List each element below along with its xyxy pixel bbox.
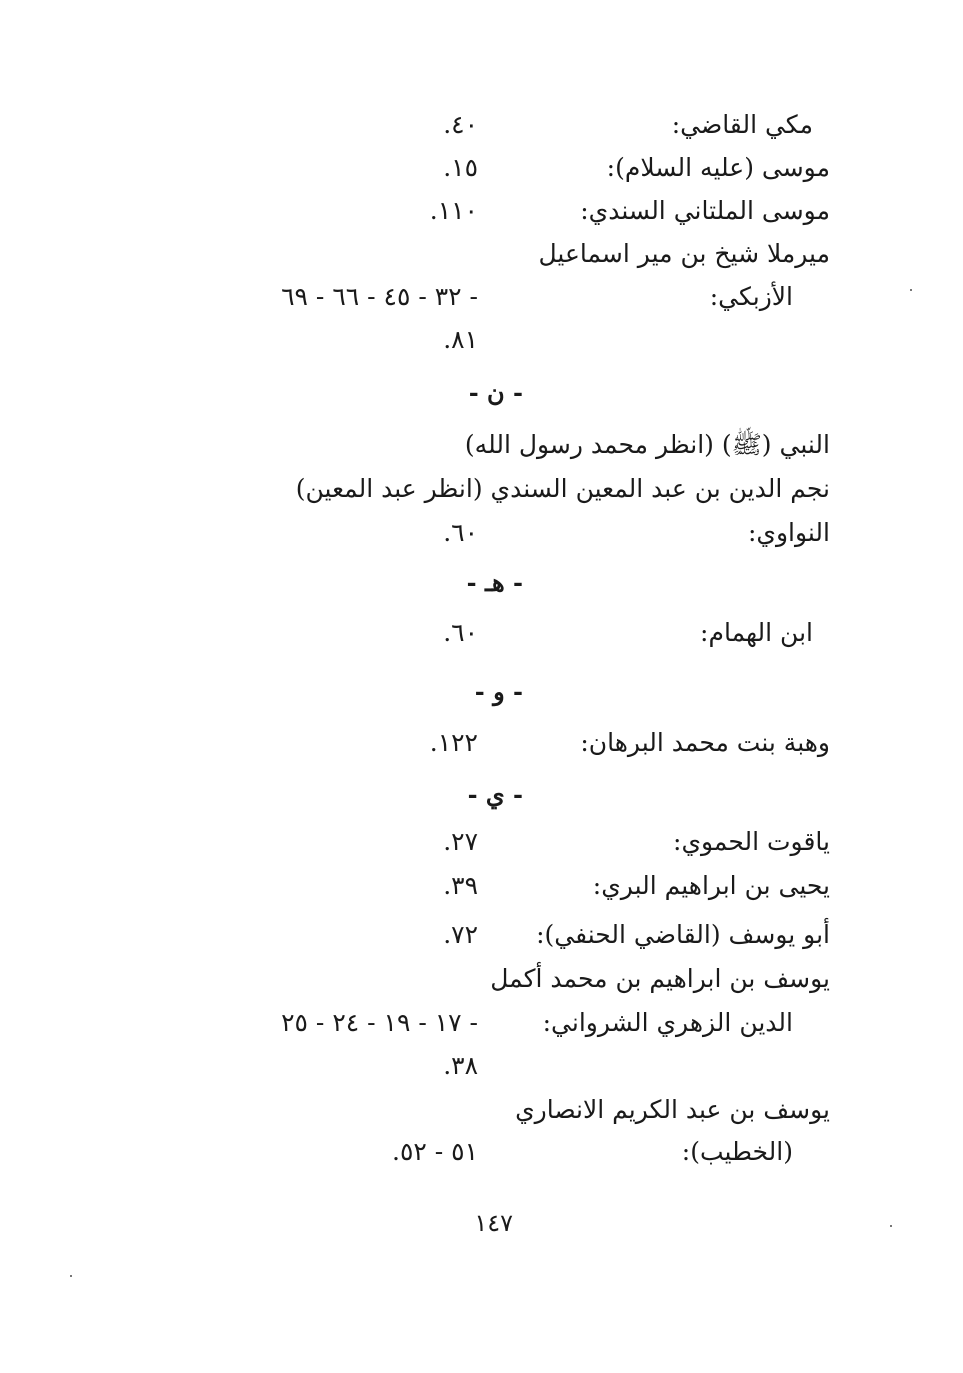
entry-name: مكي القاضي:	[671, 110, 813, 139]
entry-pages: .٨١	[443, 325, 478, 354]
entry-name: موسى الملتاني السندي:	[580, 196, 830, 225]
section-heading-nun: - ن -	[468, 378, 523, 407]
entry-name-continued: الدين الزهري الشرواني:	[542, 1008, 793, 1037]
entry-name: يوسف بن ابراهيم بن محمد أكمل	[490, 964, 830, 993]
entry-name: ابن الهمام:	[700, 618, 813, 647]
entry-name: ياقوت الحموي:	[673, 827, 830, 856]
entry-name: ميرملا شيخ بن مير اسماعيل	[538, 239, 830, 268]
entry-name: النواوي:	[747, 518, 830, 547]
entry-name-continued: الأزبكي:	[709, 282, 793, 311]
entry-pages: .٦٠	[443, 618, 478, 647]
entry-name: وهبة بنت محمد البرهان:	[580, 728, 830, 757]
entry-pages: .٥١ - ٥٢	[391, 1137, 478, 1166]
entry-pages: ٣٢ - ٤٥ - ٦٦ - ٦٩ -	[281, 282, 478, 311]
section-heading-ha: - هـ -	[466, 568, 523, 597]
entry-pages: .٣٩	[443, 871, 478, 900]
entry-name: يوسف بن عبد الكريم الانصاري	[515, 1095, 830, 1124]
scan-speck	[910, 289, 912, 291]
entry-pages: ١٧ - ١٩ - ٢٤ - ٢٥ -	[281, 1008, 478, 1037]
entry-pages: .٤٠	[443, 110, 478, 139]
entry-pages: .١٥	[443, 153, 478, 182]
entry-pages: .١٢٢	[429, 728, 478, 757]
entry-pages: .١١٠	[429, 196, 478, 225]
entry-pages: .٧٢	[443, 920, 478, 949]
entry-name: النبي (ﷺ) (انظر محمد رسول الله)	[464, 430, 830, 459]
page-number: ١٤٧	[474, 1209, 513, 1237]
section-heading-ya: - ي -	[467, 780, 523, 809]
entry-name: يحيى بن ابراهيم البري:	[592, 871, 830, 900]
entry-pages: .٢٧	[443, 827, 478, 856]
entry-name-continued: (الخطيب):	[681, 1137, 793, 1166]
scan-speck	[70, 1275, 72, 1277]
section-heading-waw: - و -	[474, 677, 523, 706]
entry-pages: .٣٨	[443, 1051, 478, 1080]
entry-name: أبو يوسف (القاضي الحنفي):	[536, 920, 830, 949]
entry-name: نجم الدين بن عبد المعين السندي (انظر عبد المعين)	[295, 474, 830, 503]
scan-speck	[890, 1225, 892, 1227]
entry-name: موسى (عليه السلام):	[606, 153, 830, 182]
entry-pages: .٦٠	[443, 518, 478, 547]
